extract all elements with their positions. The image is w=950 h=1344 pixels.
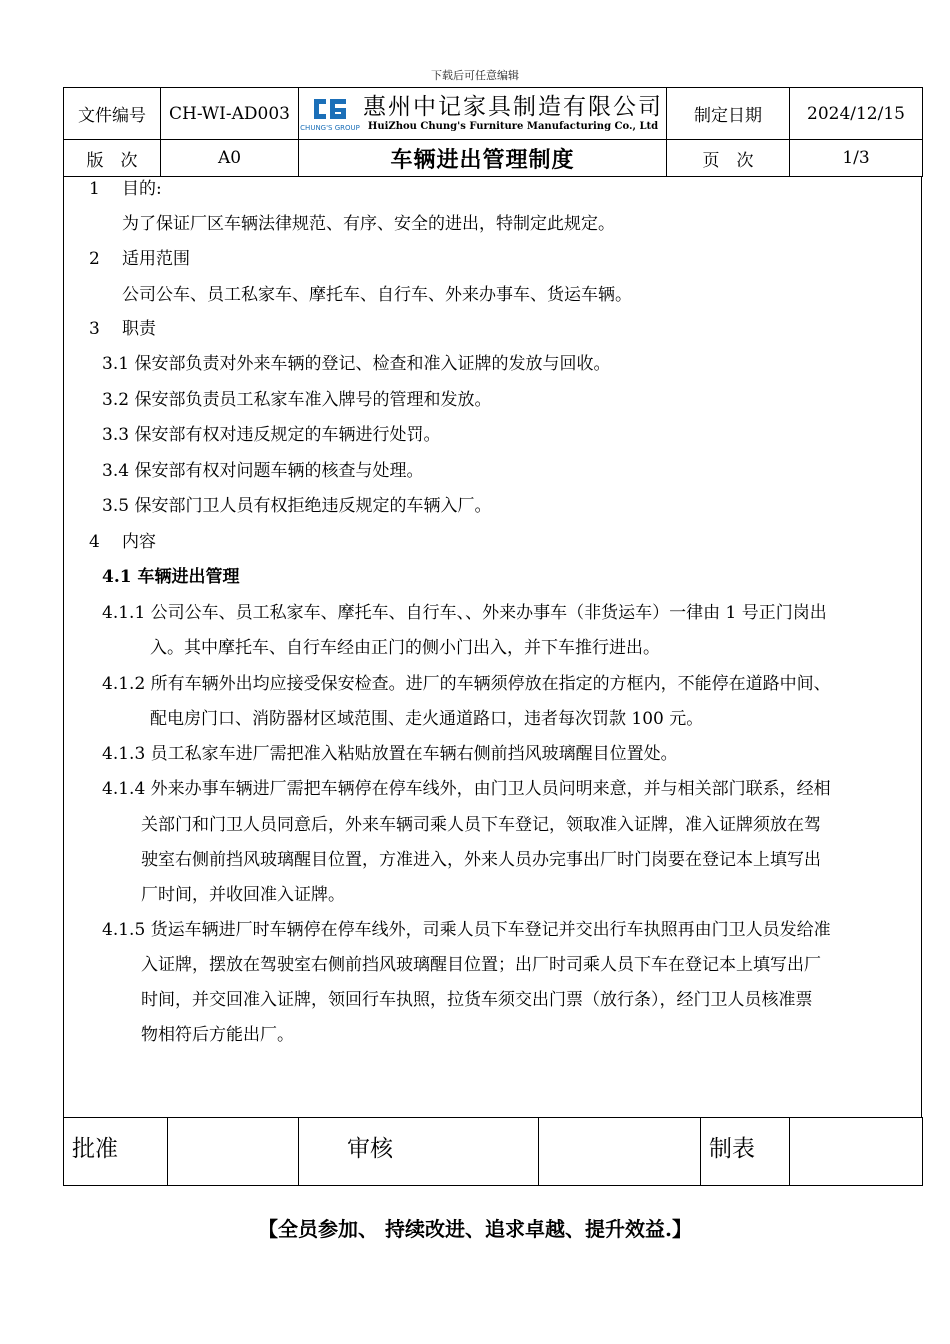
company-motto: 【全员参加、 持续改进、追求卓越、提升效益.】	[258, 1217, 692, 1241]
clause-3-5: 3.5 保安部门卫人员有权拒绝违反规定的车辆入厂。	[102, 496, 492, 516]
clause-3-1: 3.1 保安部负责对外来车辆的登记、检查和准入证牌的发放与回收。	[102, 354, 611, 374]
clause-4-1-1-line-1: 4.1.1 公司公车、员工私家车、摩托车、自行车、、外来办事车（非货运车）一律由 1 号正门岗出	[102, 603, 827, 623]
prepare-label: 制表	[701, 1118, 790, 1186]
section-1-title: 目的:	[122, 179, 162, 199]
company-logo-cell	[299, 88, 667, 140]
clause-3-4: 3.4 保安部有权对问题车辆的核查与处理。	[102, 461, 424, 481]
clause-4-1-5-line-4: 物相符后方能出厂。	[141, 1025, 294, 1045]
section-1-text: 为了保证厂区车辆法律规范、有序、安全的进出，特制定此规定。	[122, 214, 615, 234]
top-note: 下载后可任意编辑	[431, 69, 519, 82]
logo-tagline: CHUNG'S GROUP	[300, 124, 360, 132]
page-label: 页 次	[667, 140, 790, 177]
date-label: 制定日期	[667, 88, 790, 140]
clause-4-1-3-line-1: 4.1.3 员工私家车进厂需把准入粘贴放置在车辆右侧前挡风玻璃醒目位置处。	[102, 744, 678, 764]
prepare-signature-field[interactable]	[790, 1118, 923, 1186]
section-2-number: 2	[89, 249, 100, 269]
section-3-title: 职责	[122, 319, 156, 339]
clause-4-1-1-line-2: 入。其中摩托车、自行车经由正门的侧小门出入，并下车推行进出。	[150, 638, 660, 658]
subsection-4-1-title: 4.1 车辆进出管理	[102, 567, 240, 587]
logo-emblem-icon	[310, 95, 350, 123]
review-label: 审核	[299, 1118, 539, 1186]
section-3-number: 3	[89, 319, 100, 339]
page-value: 1/3	[790, 140, 923, 177]
section-4-number: 4	[89, 532, 100, 552]
date-value: 2024/12/15	[790, 88, 923, 140]
clause-4-1-4-line-2: 关部门和门卫人员同意后，外来车辆司乘人员下车登记，领取准入证牌，准入证牌须放在驾	[141, 815, 821, 835]
document-body	[63, 177, 922, 1117]
doc-number-value: CH-WI-AD003	[161, 88, 299, 140]
clause-4-1-4-line-4: 厂时间，并收回准入证牌。	[141, 885, 345, 905]
company-name-cn: 惠州中记家具制造有限公司	[363, 93, 663, 120]
clause-4-1-2-line-1: 4.1.2 所有车辆外出均应接受保安检查。进厂的车辆须停放在指定的方框内，不能停在道路中间、	[102, 674, 831, 694]
clause-4-1-4-line-1: 4.1.4 外来办事车辆进厂需把车辆停在停车线外，由门卫人员问明来意，并与相关部门联系，经相	[102, 779, 831, 799]
doc-number-label: 文件编号	[64, 88, 161, 140]
clause-3-2: 3.2 保安部负责员工私家车准入牌号的管理和发放。	[102, 390, 492, 410]
approve-label: 批准	[64, 1118, 168, 1186]
version-value: A0	[161, 140, 299, 177]
version-label: 版 次	[64, 140, 161, 177]
company-logo	[300, 95, 360, 132]
document-title: 车辆进出管理制度	[299, 140, 667, 177]
clause-4-1-5-line-1: 4.1.5 货运车辆进厂时车辆停在停车线外，司乘人员下车登记并交出行车执照再由门卫人员发给准	[102, 920, 831, 940]
company-name-en: HuiZhou Chung's Furniture Manufacturing Co., Ltd	[367, 120, 659, 132]
clause-4-1-2-line-2: 配电房门口、消防器材区域范围、走火通道路口，违者每次罚款 100 元。	[150, 709, 704, 729]
review-signature-field[interactable]	[539, 1118, 701, 1186]
section-1-number: 1	[89, 179, 100, 199]
clause-4-1-4-line-3: 驶室右侧前挡风玻璃醒目位置，方准进入，外来人员办完事出厂时门岗要在登记本上填写出	[141, 850, 821, 870]
signoff-table	[63, 1117, 923, 1186]
section-2-title: 适用范围	[122, 249, 190, 269]
clause-3-3: 3.3 保安部有权对违反规定的车辆进行处罚。	[102, 425, 441, 445]
clause-4-1-5-line-3: 时间，并交回准入证牌，领回行车执照，拉货车须交出门票（放行条），经门卫人员核准票	[141, 990, 813, 1010]
clause-4-1-5-line-2: 入证牌，摆放在驾驶室右侧前挡风玻璃醒目位置；出厂时司乘人员下车在登记本上填写出厂	[141, 955, 821, 975]
document-header-table	[63, 87, 923, 177]
section-4-title: 内容	[122, 532, 156, 552]
section-2-text: 公司公车、员工私家车、摩托车、自行车、外来办事车、货运车辆。	[122, 285, 632, 305]
approve-signature-field[interactable]	[168, 1118, 299, 1186]
